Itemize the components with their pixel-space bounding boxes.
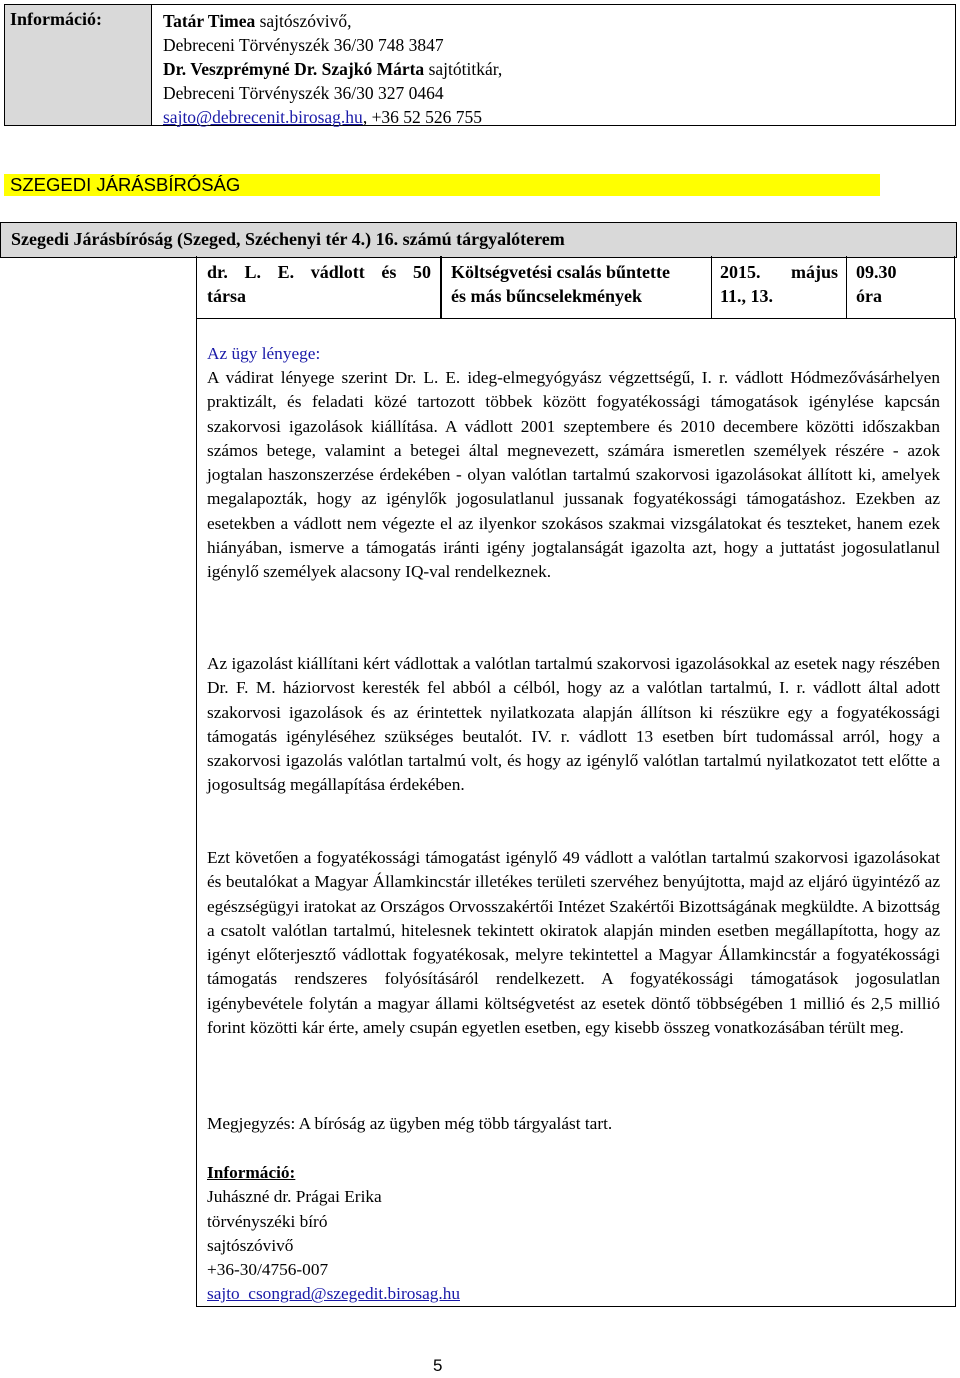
defendant-line-2: társa xyxy=(207,286,246,306)
contact-line-1 xyxy=(163,9,943,33)
defendant-text xyxy=(207,260,431,308)
judge-email-link[interactable]: sajto_csongrad@szegedit.birosag.hu xyxy=(207,1284,460,1304)
judge-title: törvényszéki bíró xyxy=(207,1211,328,1231)
charge-line-1: Költségvetési csalás bűntette xyxy=(451,262,670,282)
date-cell xyxy=(710,256,847,319)
date-line-1: 2015. május xyxy=(720,262,838,282)
contact-name-2: Dr. Veszprémyné Dr. Szajkó Márta xyxy=(163,59,425,79)
court-heading-band xyxy=(4,174,880,196)
case-row xyxy=(196,256,954,318)
charge-text xyxy=(451,260,670,308)
info-label: Információ: xyxy=(10,9,102,29)
judge-role: sajtószóvivő xyxy=(207,1235,294,1255)
time-cell xyxy=(846,256,955,319)
contact-line-4: Debreceni Törvényszék 36/30 327 0464 xyxy=(163,83,444,103)
judge-phone: +36-30/4756-007 xyxy=(207,1260,329,1280)
page-number: 5 xyxy=(433,1356,443,1375)
contact-line-5 xyxy=(163,105,943,129)
charge-line-2: és más bűncselekmények xyxy=(451,286,643,306)
charge-cell xyxy=(440,256,712,319)
defendant-cell xyxy=(196,256,442,319)
contact-line-2: Debreceni Törvényszék 36/30 748 3847 xyxy=(163,35,444,55)
case-note: Megjegyzés: A bíróság az ügyben még több tárgyalást tart. xyxy=(207,1114,613,1133)
case-paragraph-3: Ezt követően a fogyatékossági támogatást igénylő 49 vádlott a valótlan tartalmú szakorvosi igazolásokat és beutalókat a Magyar Államkincstár illetékes területi szervéhez benyújtotta, majd az eljáró ügyintéző az egészségügyi iratokat az Országos Orvosszakértői Intézet Szakértői Bizottságának megküldte. A bizottság a csatolt valótlan tartalmú, hitelesnek tekintett okiratok alapján minden esetben megállapította, hogy az igényt előterjesztő vádlottak fogyatékosak, melyre tekintettel a Magyar Államkincstár a fogyatékossági támogatás rendszeres folyósításáról rendelkezett. A fogyatékossági támogatások jogosulatlan igénybevétele folytán a magyar állami költségvetést az esetek döntő többségében 1 millió és 2,5 millió forint közötti kár érte, amely csupán egyetlen esetben, egy kisebb összeg vonatkozásában térült meg. xyxy=(207,848,940,1038)
court-name: SZEGEDI JÁRÁSBÍRÓSÁG xyxy=(10,174,241,195)
press-email-link[interactable]: sajto@debrecenit.birosag.hu xyxy=(163,107,363,127)
judge-contact-label: Információ: xyxy=(207,1163,296,1182)
contact-role-1: sajtószóvivő, xyxy=(259,11,352,31)
info-label-cell xyxy=(5,5,152,125)
defendant-line-1: dr. L. E. vádlott és 50 xyxy=(207,262,431,282)
case-description-box xyxy=(196,318,956,1307)
time-line-2: óra xyxy=(856,286,882,306)
press-contact-lines xyxy=(163,9,943,129)
judge-contact-block xyxy=(207,1161,940,1307)
date-line-2: 11., 13. xyxy=(720,286,774,306)
contact-line-3 xyxy=(163,57,943,81)
case-paragraph-1: A vádirat lényege szerint Dr. L. E. ideg-elmegyógyász végzettségű, I. r. vádlott Hódmezővásárhelyen praktizált, és feladati közé tartozott többek között fogyatékossági támogatások igénylése kapcsán szakorvosi igazolások kiállítása. A vádlott 2001 szeptembere és 2010 decembere közötti időszakban számos betege, valamint a betegei által megnevezett, számára ismeretlen személyek részére - azok jogtalan haszonszerzése érdekében - olyan valótlan tartalmú szakorvosi igazolásokat állított ki, amelyek megalapozták, hogy az igénylők jogosulatlanul jussanak fogyatékossági támogatáshoz. Ezekben az esetekben a vádlott nem végezte el az ilyenkor szokásos szakmai vizsgálatokat és teszteket, hanem ezek hiányában, ismerve a támogatás iránti igény jogtalanságát igazolta azt, hogy a juttatást jogosulatlanul igénylő személyek alacsony IQ-val rendelkeznek. xyxy=(207,368,940,582)
contact-role-2: sajtótitkár, xyxy=(428,59,503,79)
judge-name: Juhászné dr. Prágai Erika xyxy=(207,1187,382,1207)
date-text xyxy=(720,260,838,308)
case-paragraph-2: Az igazolást kiállítani kért vádlottak a valótlan tartalmú szakorvosi igazolásokkal az esetek nagy részében Dr. F. M. háziorvost keresték fel abból a célból, hogy az a valótlan tartalmú, I. r. vádlott által adott szakorvosi igazolások és az érintettek nyilatkozata alapján állítson ki részükre egy a fogyatékossági támogatás igényléséhez szükséges beutalót. IV. r. vádlott 13 esetben bírt tudomással arról, hogy a szakorvosi igazolás valótlan tartalmú volt, és hogy az igénylő valótlan tartalmú nyilatkozatot tett előtte a jogosultság megállapítása érdekében. xyxy=(207,654,940,795)
time-line-1: 09.30 xyxy=(856,262,897,282)
case-summary-heading: Az ügy lényege: xyxy=(207,344,321,363)
press-info-box xyxy=(4,4,956,126)
contact-name-1: Tatár Timea xyxy=(163,11,256,31)
courtroom-bar xyxy=(0,222,957,258)
courtroom-title: Szegedi Járásbíróság (Szeged, Széchenyi tér 4.) 16. számú tárgyalóterem xyxy=(11,229,565,249)
press-phone: , +36 52 526 755 xyxy=(362,107,483,127)
time-text xyxy=(856,260,897,308)
